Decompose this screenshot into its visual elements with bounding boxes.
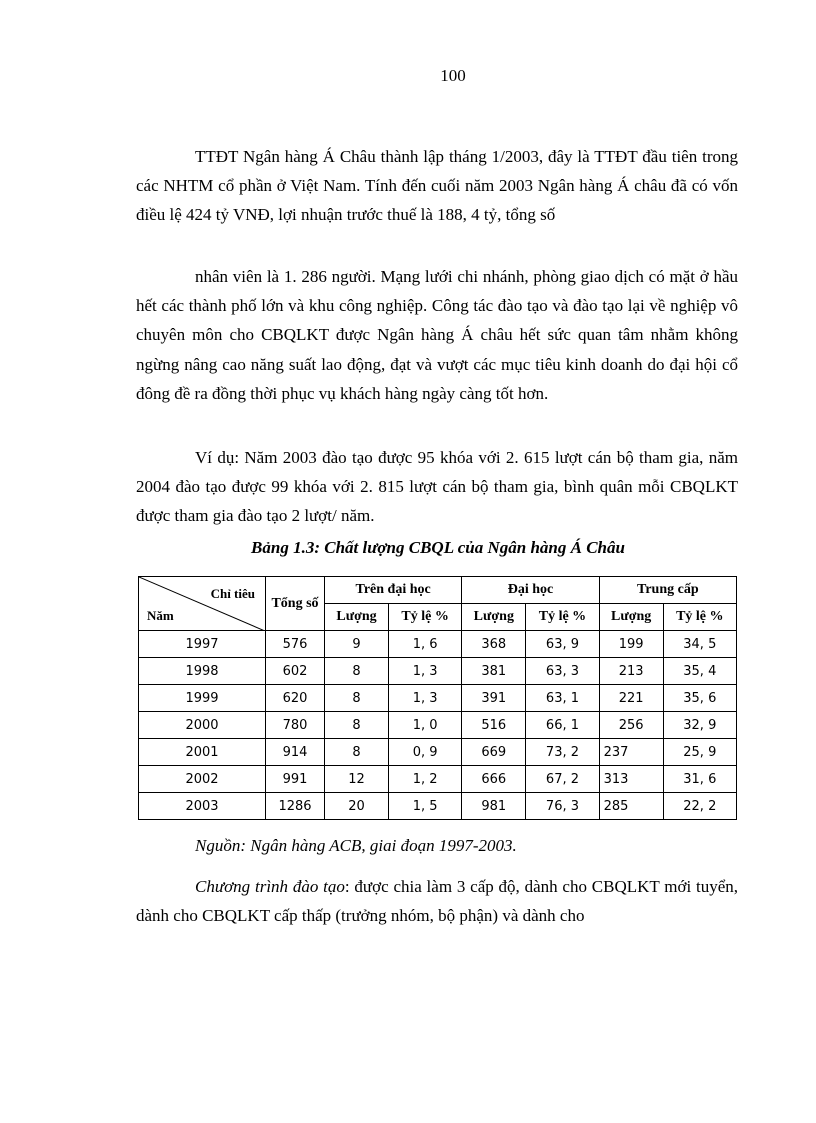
cell-univ-qty: 368 [462, 631, 526, 658]
cell-voc-rate: 35, 6 [663, 685, 736, 712]
table-row [139, 631, 737, 658]
cell-univ-rate: 67, 2 [526, 766, 599, 793]
cell-year: 1997 [139, 631, 266, 658]
cell-postgrad-qty: 8 [325, 739, 389, 766]
cell-univ-qty: 391 [462, 685, 526, 712]
cell-total: 1286 [266, 793, 325, 820]
cell-univ-qty: 669 [462, 739, 526, 766]
cell-voc-rate: 32, 9 [663, 712, 736, 739]
cell-voc-qty: 221 [599, 685, 663, 712]
subheader-rate: Tỷ lệ % [663, 604, 736, 631]
cell-voc-qty: 313 [599, 766, 663, 793]
diagonal-header-cell [139, 577, 266, 631]
cell-voc-rate: 25, 9 [663, 739, 736, 766]
cell-univ-rate: 63, 3 [526, 658, 599, 685]
table-header-row [139, 577, 737, 604]
cell-total: 576 [266, 631, 325, 658]
cell-voc-rate: 34, 5 [663, 631, 736, 658]
cell-voc-qty: 256 [599, 712, 663, 739]
paragraph-example: Ví dụ: Năm 2003 đào tạo được 95 khóa với 2. 615 lượt cán bộ tham gia, năm 2004 đào tạo được 99 khóa với 2. 815 lượt cán bộ tham gia, bình quân mỗi CBQLKT được tham gia đào tạo 2 lượt/ năm. [136, 448, 738, 526]
cell-postgrad-qty: 12 [325, 766, 389, 793]
cell-total: 991 [266, 766, 325, 793]
header-vocational: Trung cấp [599, 577, 736, 604]
cell-voc-qty: 285 [599, 793, 663, 820]
cell-year: 2002 [139, 766, 266, 793]
cell-postgrad-rate: 1, 5 [389, 793, 462, 820]
cell-total: 780 [266, 712, 325, 739]
header-total: Tổng số [266, 577, 325, 631]
paragraph-staff: nhân viên là 1. 286 người. Mạng lưới chi nhánh, phòng giao dịch có mặt ở hầu hết các thành phố lớn và khu công nghiệp. Công tác đào tạo và đào tạo lại về nghiệp vô chuyên môn cho CBQLKT được Ngân hàng Á châu hết sức quan tâm nhằm không ngừng nâng cao năng suất lao động, đạt và vượt các mục tiêu kinh doanh do đại hội cổ đông đề ra đồng thời phục vụ khách hàng ngày càng tốt hơn. [136, 267, 738, 403]
page-number: 100 [440, 66, 466, 85]
table-row [139, 739, 737, 766]
cell-postgrad-rate: 1, 0 [389, 712, 462, 739]
cell-year: 2003 [139, 793, 266, 820]
table-caption: Bảng 1.3: Chất lượng CBQL của Ngân hàng Á Châu [251, 538, 625, 557]
cell-univ-qty: 381 [462, 658, 526, 685]
cell-postgrad-rate: 1, 2 [389, 766, 462, 793]
cell-total: 914 [266, 739, 325, 766]
staff-quality-table [138, 576, 737, 820]
cell-postgrad-qty: 8 [325, 712, 389, 739]
cell-postgrad-qty: 9 [325, 631, 389, 658]
cell-postgrad-qty: 8 [325, 658, 389, 685]
subheader-rate: Tỷ lệ % [526, 604, 599, 631]
cell-voc-rate: 22, 2 [663, 793, 736, 820]
cell-voc-qty: 213 [599, 658, 663, 685]
cell-univ-rate: 66, 1 [526, 712, 599, 739]
table-row [139, 685, 737, 712]
cell-postgrad-rate: 0, 9 [389, 739, 462, 766]
table-source-note: Nguồn: Ngân hàng ACB, giai đoạn 1997-2003. [195, 836, 517, 855]
cell-univ-qty: 666 [462, 766, 526, 793]
cell-total: 620 [266, 685, 325, 712]
training-program-text: : được chia làm 3 cấp độ, dành cho CBQLKT mới tuyển, dành cho CBQLKT cấp thấp (trưởng nhóm, bộ phận) và dành cho [136, 877, 739, 926]
cell-total: 602 [266, 658, 325, 685]
header-university: Đại học [462, 577, 599, 604]
training-program-label: Chương trình đào tạo [195, 877, 345, 896]
table-row [139, 658, 737, 685]
table-row [139, 712, 737, 739]
cell-postgrad-rate: 1, 3 [389, 685, 462, 712]
cell-univ-qty: 516 [462, 712, 526, 739]
cell-year: 2001 [139, 739, 266, 766]
header-postgraduate: Trên đại học [325, 577, 462, 604]
header-indicator: Chỉ tiêu [210, 586, 255, 601]
cell-year: 2000 [139, 712, 266, 739]
paragraph-training-program [136, 872, 738, 930]
cell-voc-qty: 237 [599, 739, 663, 766]
cell-univ-rate: 73, 2 [526, 739, 599, 766]
subheader-rate: Tỷ lệ % [389, 604, 462, 631]
paragraph-intro: TTĐT Ngân hàng Á Châu thành lập tháng 1/2003, đây là TTĐT đầu tiên trong các NHTM cổ phần ở Việt Nam. Tính đến cuối năm 2003 Ngân hàng Á châu đã có vốn điều lệ 424 tỷ VNĐ, lợi nhuận trước thuế là 188, 4 tỷ, tổng số [136, 147, 738, 225]
cell-postgrad-rate: 1, 3 [389, 658, 462, 685]
cell-year: 1998 [139, 658, 266, 685]
subheader-qty: Lượng [599, 604, 663, 631]
subheader-qty: Lượng [325, 604, 389, 631]
cell-univ-rate: 63, 9 [526, 631, 599, 658]
cell-postgrad-rate: 1, 6 [389, 631, 462, 658]
cell-univ-rate: 63, 1 [526, 685, 599, 712]
cell-univ-rate: 76, 3 [526, 793, 599, 820]
table-row [139, 766, 737, 793]
cell-voc-qty: 199 [599, 631, 663, 658]
header-year: Năm [147, 608, 174, 623]
subheader-qty: Lượng [462, 604, 526, 631]
table-row [139, 793, 737, 820]
cell-postgrad-qty: 20 [325, 793, 389, 820]
cell-voc-rate: 31, 6 [663, 766, 736, 793]
cell-postgrad-qty: 8 [325, 685, 389, 712]
cell-voc-rate: 35, 4 [663, 658, 736, 685]
cell-univ-qty: 981 [462, 793, 526, 820]
cell-year: 1999 [139, 685, 266, 712]
